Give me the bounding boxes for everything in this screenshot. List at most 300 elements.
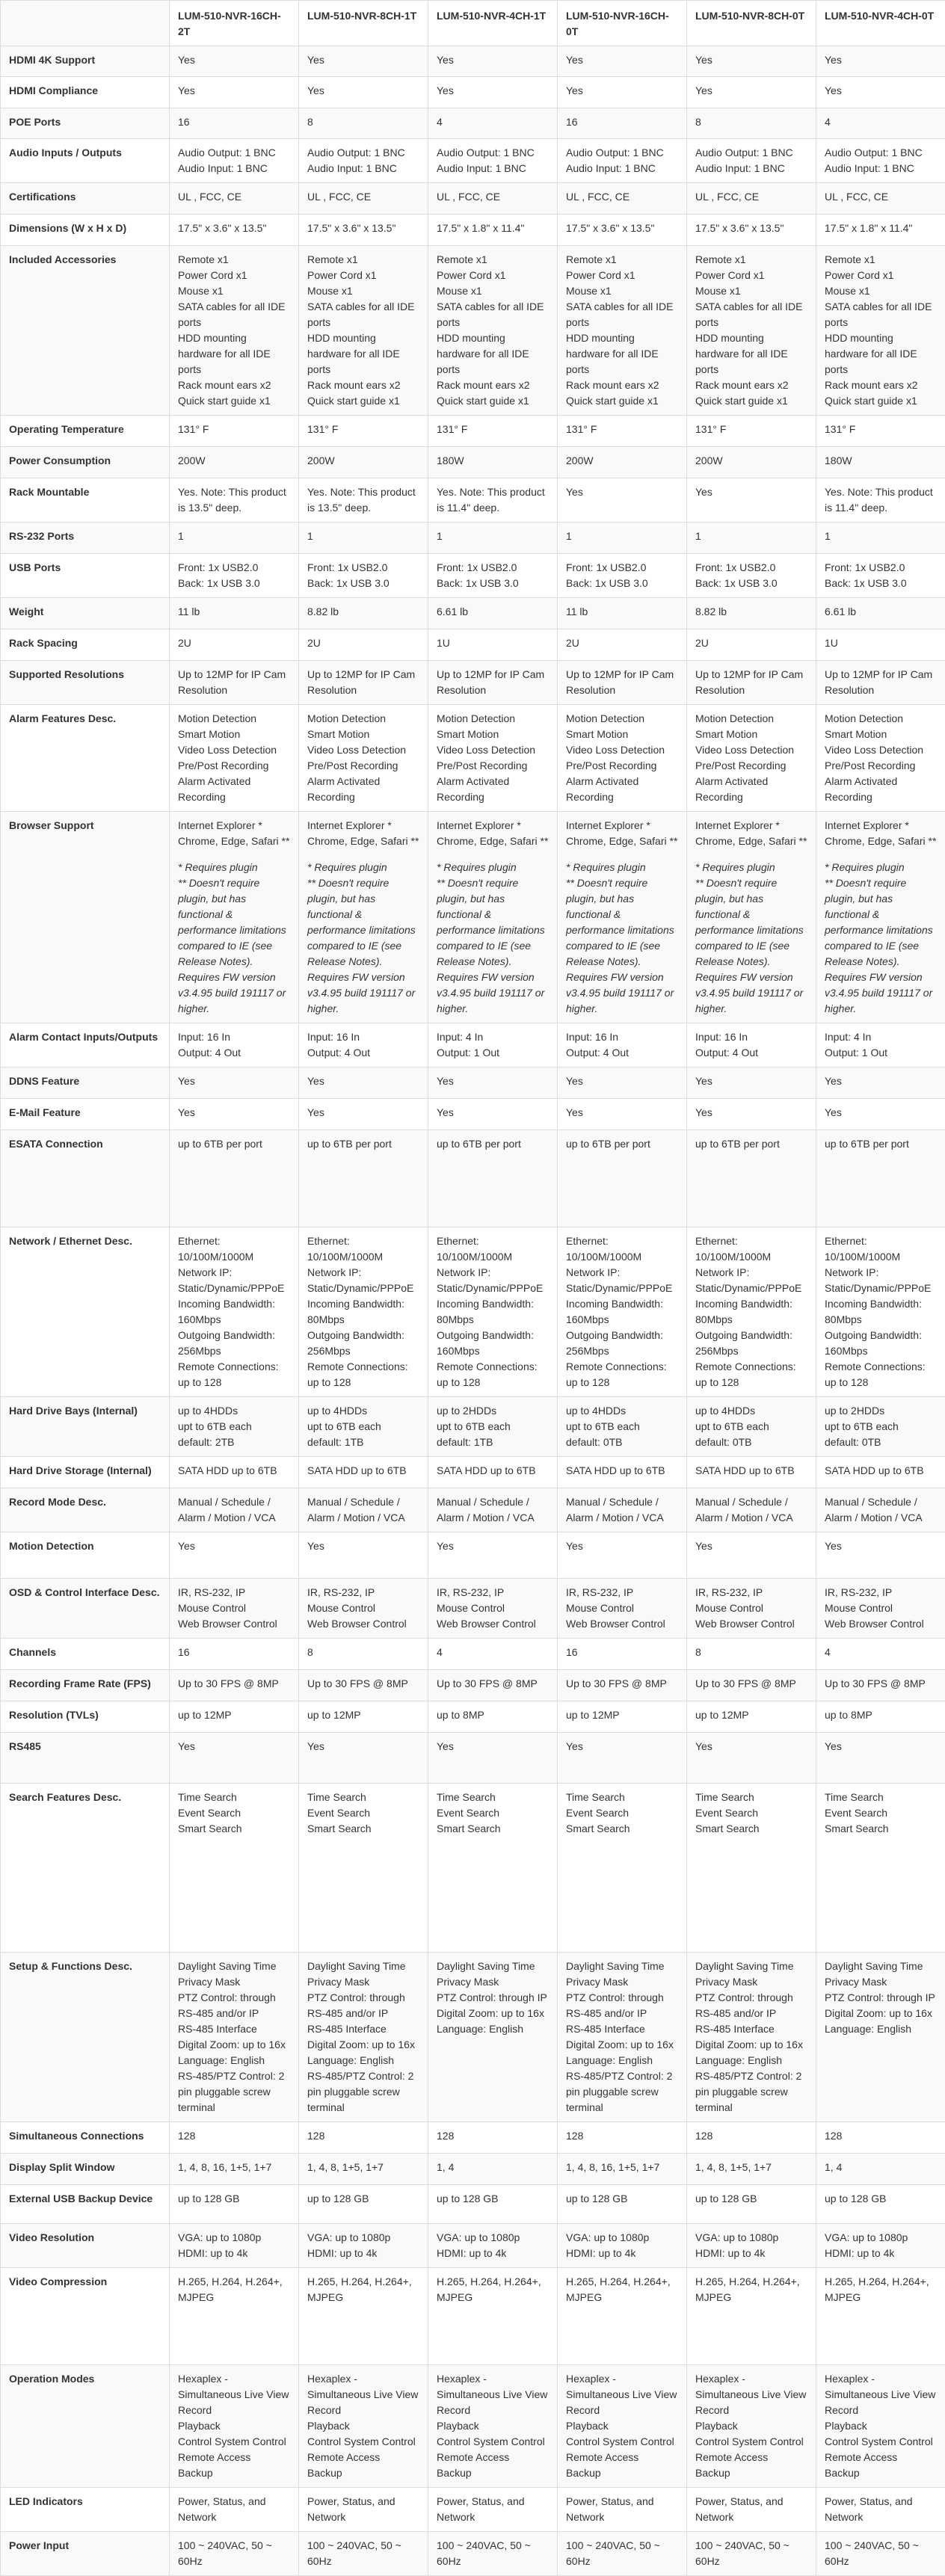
spec-value: Remote x1 Power Cord x1 Mouse x1 SATA cables for all IDE ports HDD mounting hardware for all IDE ports Rack mount ears x2 Quick start guide x1: [307, 252, 421, 409]
spec-label: HDMI Compliance: [1, 77, 170, 108]
spec-value: H.265, H.264, H.264+, MJPEG: [566, 2274, 680, 2305]
spec-value: Time Search Event Search Smart Search: [566, 1790, 680, 1837]
spec-value: Yes: [178, 83, 292, 99]
spec-value: up to 8MP: [437, 1707, 550, 1723]
spec-value: Ethernet: 10/100M/1000M Network IP: Static/Dynamic/PPPoE Incoming Bandwidth: 80Mbps Outgoing Bandwidth: 256Mbps Remote Connections: up to 128: [695, 1233, 809, 1390]
spec-value-cell: [170, 1733, 299, 1784]
spec-value: 1, 4, 8, 16, 1+5, 1+7: [566, 2160, 680, 2175]
spec-value: up to 6TB per port: [437, 1136, 550, 1152]
spec-value: 4: [825, 114, 938, 130]
spec-value: 1: [566, 529, 680, 544]
spec-value: H.265, H.264, H.264+, MJPEG: [695, 2274, 809, 2305]
spec-label: External USB Backup Device: [1, 2185, 170, 2224]
spec-value-cell: [299, 1099, 428, 1130]
spec-value: 8.82 lb: [695, 604, 809, 620]
spec-value: Audio Output: 1 BNC Audio Input: 1 BNC: [307, 145, 421, 176]
spec-value: up to 128 GB: [566, 2191, 680, 2207]
spec-value-cell: [299, 2268, 428, 2365]
spec-value-cell: [428, 1130, 558, 1227]
spec-value: 17.5" x 1.8" x 11.4": [825, 221, 938, 236]
spec-value: up to 128 GB: [307, 2191, 421, 2207]
spec-value-cell: [687, 183, 816, 215]
spec-value-cell: [816, 1670, 945, 1701]
spec-value: Power, Status, and Network: [566, 2494, 680, 2525]
spec-value-cell: [816, 2365, 945, 2488]
spec-value: Up to 30 FPS @ 8MP: [437, 1676, 550, 1692]
spec-value: 1, 4: [437, 2160, 550, 2175]
spec-value-cell: [816, 1397, 945, 1457]
spec-value: SATA HDD up to 6TB: [437, 1463, 550, 1479]
spec-value-cell: [558, 598, 687, 629]
spec-footnote: * Requires plugin ** Doesn't require plugin, but has functional & performance limitations compared to IE (see Release Notes). Requires FW version v3.4.95 build 191117 or higher.: [307, 860, 421, 1017]
spec-value-cell: [558, 1670, 687, 1701]
spec-value: 8.82 lb: [307, 604, 421, 620]
spec-value-cell: [816, 2224, 945, 2268]
spec-value: Yes: [437, 1073, 550, 1089]
spec-value-cell: [687, 2268, 816, 2365]
spec-value-cell: [687, 705, 816, 812]
spec-value-cell: [299, 2365, 428, 2488]
spec-value: Yes: [566, 484, 680, 500]
spec-value: Audio Output: 1 BNC Audio Input: 1 BNC: [178, 145, 292, 176]
table-row: [1, 1067, 945, 1099]
spec-value-cell: [687, 812, 816, 1023]
spec-value: up to 6TB per port: [695, 1136, 809, 1152]
column-header: LUM-510-NVR-4CH-0T: [816, 1, 945, 46]
spec-value-cell: [558, 215, 687, 246]
spec-value-cell: [299, 1953, 428, 2122]
table-row: [1, 246, 945, 416]
spec-value: Daylight Saving Time Privacy Mask PTZ Control: through RS-485 and/or IP RS-485 Interface Digital Zoom: up to 16x Language: English RS-485/PTZ Control: 2 pin pluggable screw terminal: [566, 1959, 680, 2116]
spec-value-cell: [816, 1488, 945, 1532]
spec-value-cell: [816, 661, 945, 705]
spec-value: 16: [566, 114, 680, 130]
spec-value: Power, Status, and Network: [178, 2494, 292, 2525]
spec-label: Video Resolution: [1, 2224, 170, 2268]
spec-value: 200W: [566, 453, 680, 469]
spec-value-cell: [687, 139, 816, 183]
table-row: [1, 1023, 945, 1067]
spec-value: Input: 16 In Output: 4 Out: [178, 1029, 292, 1061]
spec-value: Time Search Event Search Smart Search: [307, 1790, 421, 1837]
spec-value-cell: [299, 1670, 428, 1701]
spec-label: Hard Drive Bays (Internal): [1, 1397, 170, 1457]
spec-value: 6.61 lb: [825, 604, 938, 620]
spec-value-cell: [816, 416, 945, 447]
table-row: [1, 2488, 945, 2532]
spec-value-cell: [687, 1397, 816, 1457]
spec-value: 8: [695, 114, 809, 130]
spec-value: Front: 1x USB2.0 Back: 1x USB 3.0: [437, 560, 550, 591]
table-row: [1, 1670, 945, 1701]
spec-value-cell: [687, 478, 816, 523]
spec-value-cell: [687, 246, 816, 416]
spec-value-cell: [558, 1130, 687, 1227]
spec-value: 200W: [178, 453, 292, 469]
spec-value: Time Search Event Search Smart Search: [695, 1790, 809, 1837]
table-row: [1, 1532, 945, 1579]
spec-value-cell: [170, 812, 299, 1023]
spec-value-cell: [816, 1130, 945, 1227]
spec-value-cell: [558, 1733, 687, 1784]
spec-value: Up to 12MP for IP Cam Resolution: [178, 667, 292, 698]
spec-value-cell: [687, 108, 816, 139]
spec-value: Yes: [566, 52, 680, 68]
spec-value: Up to 30 FPS @ 8MP: [566, 1676, 680, 1692]
spec-value: SATA HDD up to 6TB: [178, 1463, 292, 1479]
spec-value: Internet Explorer * Chrome, Edge, Safari **: [178, 818, 292, 849]
spec-value: Yes: [695, 1538, 809, 1554]
spec-value: Up to 30 FPS @ 8MP: [307, 1676, 421, 1692]
spec-value: Hexaplex - Simultaneous Live View Record Playback Control System Control Remote Access Backup: [437, 2371, 550, 2481]
spec-value-cell: [558, 554, 687, 598]
spec-value-cell: [170, 1099, 299, 1130]
spec-value-cell: [816, 1701, 945, 1733]
spec-value: 100 ~ 240VAC, 50 ~ 60Hz: [307, 2538, 421, 2569]
spec-value-cell: [170, 1023, 299, 1067]
spec-value: 100 ~ 240VAC, 50 ~ 60Hz: [566, 2538, 680, 2569]
spec-value: H.265, H.264, H.264+, MJPEG: [307, 2274, 421, 2305]
spec-value: Yes: [825, 1739, 938, 1754]
table-row: [1, 1130, 945, 1227]
spec-value: 8: [695, 1645, 809, 1660]
spec-value: Internet Explorer * Chrome, Edge, Safari **: [825, 818, 938, 849]
spec-label: Certifications: [1, 183, 170, 215]
spec-value-cell: [428, 705, 558, 812]
spec-label: RS-232 Ports: [1, 523, 170, 554]
spec-value-cell: [558, 1784, 687, 1953]
spec-value: VGA: up to 1080p HDMI: up to 4k: [178, 2230, 292, 2261]
spec-value: UL , FCC, CE: [307, 189, 421, 205]
spec-value-cell: [816, 183, 945, 215]
spec-value-cell: [428, 1953, 558, 2122]
spec-value-cell: [558, 1227, 687, 1397]
spec-value-cell: [170, 139, 299, 183]
spec-value: 4: [437, 1645, 550, 1660]
spec-value-cell: [428, 2532, 558, 2576]
spec-value-cell: [687, 1784, 816, 1953]
spec-value: 6.61 lb: [437, 604, 550, 620]
spec-value-cell: [428, 1579, 558, 1639]
spec-value: Front: 1x USB2.0 Back: 1x USB 3.0: [695, 560, 809, 591]
spec-value-cell: [816, 2122, 945, 2154]
spec-value-cell: [170, 447, 299, 478]
spec-value-cell: [816, 1023, 945, 1067]
spec-value-cell: [299, 1227, 428, 1397]
spec-value-cell: [558, 661, 687, 705]
spec-value-cell: [170, 1953, 299, 2122]
spec-value: Motion Detection Smart Motion Video Loss Detection Pre/Post Recording Alarm Activated Recording: [178, 711, 292, 805]
spec-value: 100 ~ 240VAC, 50 ~ 60Hz: [695, 2538, 809, 2569]
spec-value: Hexaplex - Simultaneous Live View Record Playback Control System Control Remote Access Backup: [566, 2371, 680, 2481]
spec-value: Yes. Note: This product is 11.4" deep.: [825, 484, 938, 516]
spec-value: 128: [825, 2128, 938, 2144]
spec-value-cell: [428, 1784, 558, 1953]
spec-value-cell: [558, 2224, 687, 2268]
table-row: [1, 108, 945, 139]
spec-value-cell: [428, 1397, 558, 1457]
spec-value-cell: [816, 246, 945, 416]
spec-value-cell: [558, 246, 687, 416]
spec-value-cell: [687, 1733, 816, 1784]
spec-value: Manual / Schedule / Alarm / Motion / VCA: [437, 1494, 550, 1526]
spec-value-cell: [816, 629, 945, 661]
spec-value: 128: [566, 2128, 680, 2144]
spec-value-cell: [687, 1670, 816, 1701]
spec-value: Daylight Saving Time Privacy Mask PTZ Control: through IP Digital Zoom: up to 16x Language: English: [437, 1959, 550, 2037]
table-row: [1, 139, 945, 183]
spec-value-cell: [558, 2365, 687, 2488]
spec-value: up to 12MP: [178, 1707, 292, 1723]
spec-value-cell: [558, 2154, 687, 2185]
spec-value: Internet Explorer * Chrome, Edge, Safari **: [566, 818, 680, 849]
spec-value: Ethernet: 10/100M/1000M Network IP: Static/Dynamic/PPPoE Incoming Bandwidth: 80Mbps Outgoing Bandwidth: 160Mbps Remote Connections: up to 128: [825, 1233, 938, 1390]
spec-value: Front: 1x USB2.0 Back: 1x USB 3.0: [566, 560, 680, 591]
spec-label: ESATA Connection: [1, 1130, 170, 1227]
spec-value: Up to 12MP for IP Cam Resolution: [695, 667, 809, 698]
spec-label: Channels: [1, 1639, 170, 1670]
spec-value: UL , FCC, CE: [825, 189, 938, 205]
spec-value: Yes: [695, 484, 809, 500]
spec-value: Up to 12MP for IP Cam Resolution: [307, 667, 421, 698]
spec-value: 4: [437, 114, 550, 130]
table-row: [1, 478, 945, 523]
spec-value: 131° F: [437, 422, 550, 437]
spec-value-cell: [170, 2365, 299, 2488]
spec-value-cell: [428, 2154, 558, 2185]
spec-value-cell: [687, 2532, 816, 2576]
spec-value: Yes: [307, 1739, 421, 1754]
spec-value-cell: [299, 416, 428, 447]
spec-value-cell: [687, 629, 816, 661]
spec-value: 1: [437, 529, 550, 544]
table-row: [1, 1488, 945, 1532]
spec-value-cell: [170, 1701, 299, 1733]
spec-value: SATA HDD up to 6TB: [695, 1463, 809, 1479]
spec-value-cell: [428, 2488, 558, 2532]
spec-label: Operation Modes: [1, 2365, 170, 2488]
spec-value: 1: [307, 529, 421, 544]
spec-value-cell: [299, 661, 428, 705]
spec-value-cell: [816, 2488, 945, 2532]
spec-value: Ethernet: 10/100M/1000M Network IP: Static/Dynamic/PPPoE Incoming Bandwidth: 80Mbps Outgoing Bandwidth: 160Mbps Remote Connections: up to 128: [437, 1233, 550, 1390]
spec-value-cell: [428, 812, 558, 1023]
spec-value: Hexaplex - Simultaneous Live View Record Playback Control System Control Remote Access Backup: [178, 2371, 292, 2481]
spec-value: Internet Explorer * Chrome, Edge, Safari **: [695, 818, 809, 849]
spec-value-cell: [299, 1532, 428, 1579]
spec-value-cell: [299, 215, 428, 246]
spec-label: Network / Ethernet Desc.: [1, 1227, 170, 1397]
spec-value: up to 4HDDs upt to 6TB each default: 0TB: [695, 1403, 809, 1450]
spec-value: Up to 12MP for IP Cam Resolution: [825, 667, 938, 698]
spec-value: Internet Explorer * Chrome, Edge, Safari **: [437, 818, 550, 849]
spec-value: 1: [825, 529, 938, 544]
spec-value: Yes: [695, 1073, 809, 1089]
spec-value-cell: [299, 812, 428, 1023]
spec-value-cell: [687, 1067, 816, 1099]
spec-value: Yes: [178, 1073, 292, 1089]
spec-value-cell: [299, 108, 428, 139]
spec-value-cell: [558, 77, 687, 108]
spec-value: 131° F: [695, 422, 809, 437]
spec-value-cell: [299, 2122, 428, 2154]
spec-value-cell: [558, 1099, 687, 1130]
table-row: [1, 215, 945, 246]
spec-value-cell: [299, 554, 428, 598]
spec-value: Audio Output: 1 BNC Audio Input: 1 BNC: [437, 145, 550, 176]
spec-value: UL , FCC, CE: [437, 189, 550, 205]
spec-value: Input: 16 In Output: 4 Out: [566, 1029, 680, 1061]
spec-value: Ethernet: 10/100M/1000M Network IP: Static/Dynamic/PPPoE Incoming Bandwidth: 160Mbps Outgoing Bandwidth: 256Mbps Remote Connections: up to 128: [566, 1233, 680, 1390]
spec-value-cell: [816, 2268, 945, 2365]
spec-value: Remote x1 Power Cord x1 Mouse x1 SATA cables for all IDE ports HDD mounting hardware for all IDE ports Rack mount ears x2 Quick start guide x1: [825, 252, 938, 409]
spec-value: SATA HDD up to 6TB: [825, 1463, 938, 1479]
spec-value-cell: [558, 1579, 687, 1639]
spec-value-cell: [428, 108, 558, 139]
spec-value-cell: [299, 1023, 428, 1067]
spec-value-cell: [170, 1784, 299, 1953]
spec-value-cell: [687, 1701, 816, 1733]
spec-value: VGA: up to 1080p HDMI: up to 4k: [825, 2230, 938, 2261]
spec-value-cell: [299, 1130, 428, 1227]
spec-value-cell: [428, 598, 558, 629]
spec-label: Operating Temperature: [1, 416, 170, 447]
spec-value-cell: [299, 1397, 428, 1457]
spec-value-cell: [687, 1099, 816, 1130]
spec-label: USB Ports: [1, 554, 170, 598]
spec-value: Yes: [695, 1105, 809, 1121]
spec-label: Alarm Contact Inputs/Outputs: [1, 1023, 170, 1067]
spec-value-cell: [170, 523, 299, 554]
spec-value: up to 128 GB: [178, 2191, 292, 2207]
spec-value: Time Search Event Search Smart Search: [437, 1790, 550, 1837]
spec-value-cell: [170, 1579, 299, 1639]
spec-value: 17.5" x 3.6" x 13.5": [566, 221, 680, 236]
spec-value-cell: [428, 447, 558, 478]
spec-value-cell: [558, 629, 687, 661]
spec-value: 128: [178, 2128, 292, 2144]
spec-value: Input: 16 In Output: 4 Out: [307, 1029, 421, 1061]
spec-value-cell: [299, 1488, 428, 1532]
spec-value-cell: [687, 77, 816, 108]
spec-value: 1, 4, 8, 1+5, 1+7: [307, 2160, 421, 2175]
spec-value: 1U: [437, 635, 550, 651]
spec-value-cell: [558, 1067, 687, 1099]
spec-value: up to 8MP: [825, 1707, 938, 1723]
table-row: [1, 705, 945, 812]
spec-value: Yes: [437, 83, 550, 99]
spec-value-cell: [428, 246, 558, 416]
spec-value: Yes: [437, 1105, 550, 1121]
table-row: [1, 1953, 945, 2122]
spec-value: IR, RS-232, IP Mouse Control Web Browser Control: [695, 1585, 809, 1632]
spec-value-cell: [299, 1639, 428, 1670]
spec-value-cell: [299, 1067, 428, 1099]
spec-value-cell: [170, 1457, 299, 1488]
spec-value: 17.5" x 3.6" x 13.5": [307, 221, 421, 236]
spec-value-cell: [170, 2224, 299, 2268]
spec-value-cell: [428, 2122, 558, 2154]
table-row: [1, 523, 945, 554]
spec-label: Dimensions (W x H x D): [1, 215, 170, 246]
spec-value-cell: [558, 2488, 687, 2532]
spec-value: 16: [566, 1645, 680, 1660]
spec-value-cell: [687, 1579, 816, 1639]
spec-value: Up to 12MP for IP Cam Resolution: [566, 667, 680, 698]
header-corner-cell: [1, 1, 170, 46]
table-row: [1, 447, 945, 478]
spec-value-cell: [558, 108, 687, 139]
spec-value: 131° F: [178, 422, 292, 437]
table-row: [1, 1784, 945, 1953]
spec-value-cell: [816, 812, 945, 1023]
spec-value: H.265, H.264, H.264+, MJPEG: [437, 2274, 550, 2305]
spec-value: Front: 1x USB2.0 Back: 1x USB 3.0: [307, 560, 421, 591]
spec-value: Yes: [307, 52, 421, 68]
spec-value: 8: [307, 114, 421, 130]
spec-value: IR, RS-232, IP Mouse Control Web Browser Control: [566, 1585, 680, 1632]
spec-value-cell: [428, 2224, 558, 2268]
spec-value-cell: [170, 1130, 299, 1227]
spec-label: OSD & Control Interface Desc.: [1, 1579, 170, 1639]
spec-value: Yes: [695, 1739, 809, 1754]
spec-value: Up to 12MP for IP Cam Resolution: [437, 667, 550, 698]
spec-value: up to 12MP: [566, 1707, 680, 1723]
spec-value-cell: [170, 478, 299, 523]
spec-value-cell: [558, 1457, 687, 1488]
spec-value-cell: [816, 2185, 945, 2224]
spec-value-cell: [558, 2185, 687, 2224]
spec-value-cell: [170, 1067, 299, 1099]
spec-value-cell: [299, 478, 428, 523]
table-row: [1, 1733, 945, 1784]
spec-label: Simultaneous Connections: [1, 2122, 170, 2154]
spec-value: Yes: [307, 83, 421, 99]
spec-value-cell: [299, 46, 428, 77]
spec-value: Yes: [307, 1073, 421, 1089]
spec-value-cell: [687, 416, 816, 447]
table-row: [1, 1639, 945, 1670]
spec-value: Time Search Event Search Smart Search: [825, 1790, 938, 1837]
spec-value: Yes. Note: This product is 13.5" deep.: [307, 484, 421, 516]
spec-value: 1: [178, 529, 292, 544]
spec-value-cell: [299, 139, 428, 183]
spec-value-cell: [687, 1457, 816, 1488]
spec-value: Remote x1 Power Cord x1 Mouse x1 SATA cables for all IDE ports HDD mounting hardware for all IDE ports Rack mount ears x2 Quick start guide x1: [178, 252, 292, 409]
header-row: [1, 1, 945, 46]
spec-value: IR, RS-232, IP Mouse Control Web Browser Control: [437, 1585, 550, 1632]
spec-value: Yes: [178, 1105, 292, 1121]
spec-value-cell: [687, 2122, 816, 2154]
spec-value-cell: [816, 1227, 945, 1397]
spec-value-cell: [558, 812, 687, 1023]
spec-value: UL , FCC, CE: [695, 189, 809, 205]
spec-label: Video Compression: [1, 2268, 170, 2365]
spec-value: IR, RS-232, IP Mouse Control Web Browser Control: [178, 1585, 292, 1632]
table-row: [1, 46, 945, 77]
spec-value-cell: [428, 1488, 558, 1532]
spec-label: Weight: [1, 598, 170, 629]
spec-value-cell: [170, 1488, 299, 1532]
spec-value: Front: 1x USB2.0 Back: 1x USB 3.0: [178, 560, 292, 591]
spec-value: up to 6TB per port: [307, 1136, 421, 1152]
spec-value-cell: [428, 416, 558, 447]
spec-value-cell: [687, 523, 816, 554]
spec-value: Manual / Schedule / Alarm / Motion / VCA: [178, 1494, 292, 1526]
spec-value-cell: [299, 1784, 428, 1953]
table-row: [1, 1579, 945, 1639]
spec-value-cell: [299, 246, 428, 416]
